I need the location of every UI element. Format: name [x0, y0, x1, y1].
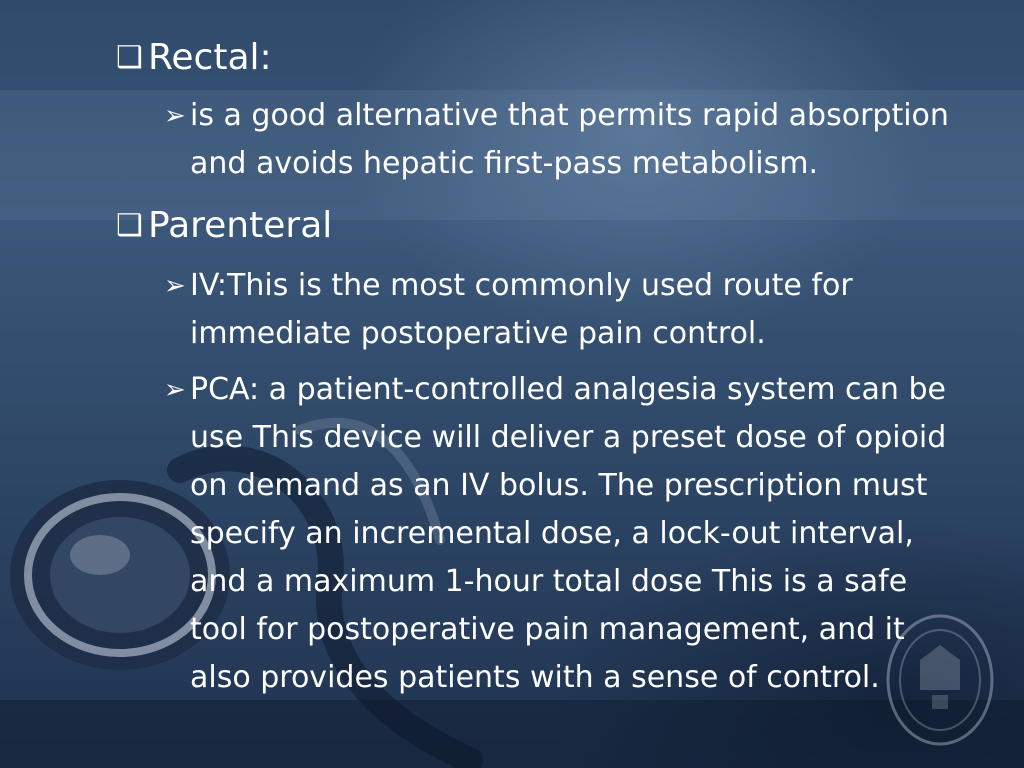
bullet-line: is a good alternative that permits rapid absorption: [190, 98, 949, 133]
bullet-item: [164, 262, 1009, 358]
bullet-line: specify an incremental dose, a lock-out interval,: [190, 516, 914, 551]
bullet-line: use This device will deliver a preset dose of opioid: [190, 420, 947, 455]
bullet-item: [164, 92, 1009, 188]
checkbox-bullet-icon: ❑: [116, 208, 143, 243]
bullet-line: and avoids hepatic first-pass metabolism.: [190, 146, 818, 181]
section-heading-text: Parenteral: [148, 205, 333, 246]
bullet-line: immediate postoperative pain control.: [190, 316, 766, 351]
arrow-bullet-icon: ➢: [164, 375, 186, 405]
section-heading-rectal: [116, 38, 272, 78]
bullet-line: also provides patients with a sense of control.: [190, 660, 880, 695]
bullet-line: on demand as an IV bolus. The prescription must: [190, 468, 928, 503]
bullet-line: IV:This is the most commonly used route for: [190, 268, 853, 303]
bullet-line: PCA: a patient-controlled analgesia system can be: [190, 372, 946, 407]
checkbox-bullet-icon: ❑: [116, 40, 143, 75]
bullet-line: tool for postoperative pain management, and it: [190, 612, 905, 647]
arrow-bullet-icon: ➢: [164, 271, 186, 301]
section-heading-text: Rectal:: [148, 37, 272, 78]
bullet-line: and a maximum 1-hour total dose This is a safe: [190, 564, 908, 599]
bullet-item: [164, 366, 1009, 702]
arrow-bullet-icon: ➢: [164, 101, 186, 131]
section-heading-parenteral: [116, 206, 332, 246]
